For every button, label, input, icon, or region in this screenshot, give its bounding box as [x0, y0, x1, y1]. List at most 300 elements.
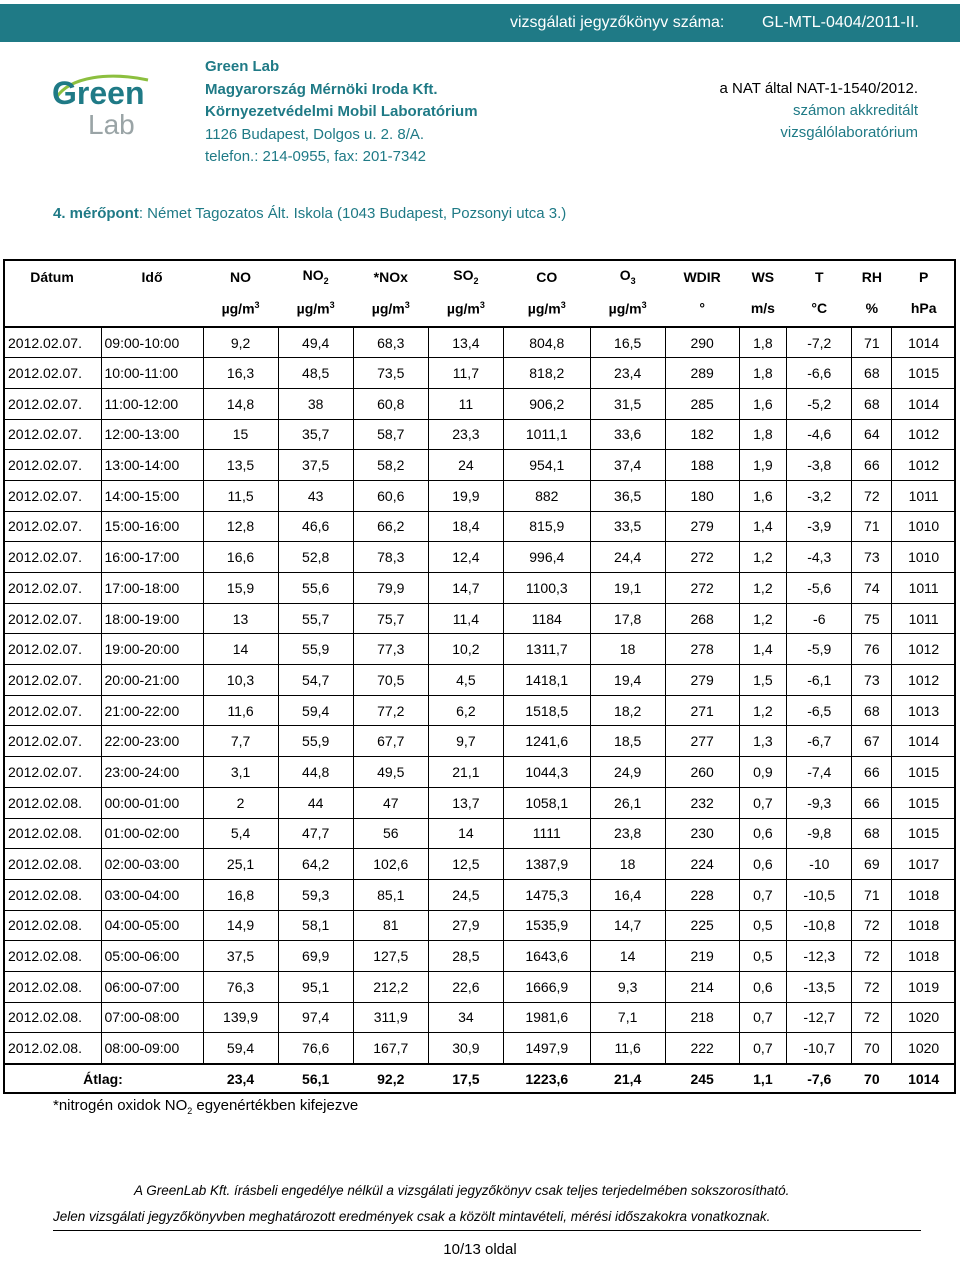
table-cell: -3,9: [787, 511, 852, 542]
table-cell: 14: [203, 634, 278, 665]
average-cell: 70: [852, 1064, 892, 1094]
table-cell: -6,5: [787, 695, 852, 726]
table-cell: 24,4: [590, 542, 665, 573]
average-cell: 1,1: [739, 1064, 787, 1094]
table-cell: 48,5: [278, 358, 353, 389]
table-row: [3, 1033, 956, 1064]
table-cell: 5,4: [203, 818, 278, 849]
table-cell: 66: [852, 757, 892, 788]
average-cell: -7,6: [787, 1064, 852, 1094]
table-cell: 882: [503, 480, 590, 511]
table-cell: 1018: [892, 941, 956, 972]
company-name: Green Lab: [205, 58, 280, 75]
table-row: [3, 450, 956, 481]
table-row: [3, 787, 956, 818]
table-cell: 00:00-01:00: [101, 787, 203, 818]
table-cell: -10: [787, 849, 852, 880]
table-cell: 03:00-04:00: [101, 879, 203, 910]
table-cell: 1,8: [739, 327, 787, 358]
table-row: [3, 634, 956, 665]
table-cell: 58,7: [353, 419, 428, 450]
table-cell: -5,2: [787, 388, 852, 419]
table-cell: 76: [852, 634, 892, 665]
table-cell: 2012.02.08.: [3, 1002, 101, 1033]
table-cell: -10,5: [787, 879, 852, 910]
table-cell: 16,4: [590, 879, 665, 910]
table-cell: 1014: [892, 327, 956, 358]
table-cell: 59,4: [278, 695, 353, 726]
table-cell: 71: [852, 511, 892, 542]
table-cell: 79,9: [353, 573, 428, 604]
table-cell: -5,6: [787, 573, 852, 604]
table-cell: 55,6: [278, 573, 353, 604]
table-cell: 97,4: [278, 1002, 353, 1033]
table-cell: 54,7: [278, 665, 353, 696]
column-header: $SO_2$: [453, 267, 479, 286]
table-cell: 44: [278, 787, 353, 818]
table-cell: 37,5: [203, 941, 278, 972]
average-cell: 92,2: [353, 1064, 428, 1094]
table-cell: 27,9: [428, 910, 503, 941]
table-cell: 1018: [892, 879, 956, 910]
table-cell: 12,5: [428, 849, 503, 880]
table-cell: 3,1: [203, 757, 278, 788]
unit-header: m/s: [739, 290, 787, 327]
table-cell: 75: [852, 603, 892, 634]
table-cell: 279: [665, 511, 739, 542]
column-header: $NO_2$: [302, 267, 329, 286]
table-cell: 18: [590, 634, 665, 665]
table-cell: 24,5: [428, 879, 503, 910]
table-cell: 11,7: [428, 358, 503, 389]
table-cell: 9,3: [590, 971, 665, 1002]
average-cell: 23,4: [203, 1064, 278, 1094]
unit-header: %: [852, 290, 892, 327]
table-cell: 1015: [892, 818, 956, 849]
table-cell: 1011: [892, 573, 956, 604]
table-cell: 68: [852, 388, 892, 419]
table-cell: 64,2: [278, 849, 353, 880]
table-cell: 1418,1: [503, 665, 590, 696]
table-cell: 25,1: [203, 849, 278, 880]
table-cell: 1518,5: [503, 695, 590, 726]
average-cell: 56,1: [278, 1064, 353, 1094]
table-cell: 06:00-07:00: [101, 971, 203, 1002]
table-cell: 18,4: [428, 511, 503, 542]
unit-header: °: [665, 290, 739, 327]
column-header: Idő: [141, 268, 163, 285]
table-cell: 188: [665, 450, 739, 481]
table-cell: 26,1: [590, 787, 665, 818]
table-cell: 15,9: [203, 573, 278, 604]
table-row: [3, 327, 956, 358]
table-cell: 1,8: [739, 419, 787, 450]
table-cell: 11,4: [428, 603, 503, 634]
table-cell: 230: [665, 818, 739, 849]
table-cell: 222: [665, 1033, 739, 1064]
table-cell: 6,2: [428, 695, 503, 726]
table-cell: 23,4: [590, 358, 665, 389]
table-cell: 277: [665, 726, 739, 757]
table-cell: 2012.02.07.: [3, 511, 101, 542]
column-header: NO: [230, 268, 252, 285]
table-cell: 1012: [892, 634, 956, 665]
table-cell: 1,4: [739, 634, 787, 665]
table-cell: 55,9: [278, 634, 353, 665]
table-cell: -10,7: [787, 1033, 852, 1064]
measurement-location: [53, 205, 566, 222]
table-row: [3, 573, 956, 604]
table-cell: 311,9: [353, 1002, 428, 1033]
table-cell: 1,2: [739, 542, 787, 573]
table-cell: 214: [665, 971, 739, 1002]
table-cell: 0,6: [739, 849, 787, 880]
table-cell: 219: [665, 941, 739, 972]
table-cell: 43: [278, 480, 353, 511]
table-cell: 21:00-22:00: [101, 695, 203, 726]
table-cell: 1535,9: [503, 910, 590, 941]
table-cell: 290: [665, 327, 739, 358]
accreditation-line-1: a NAT által NAT-1-1540/2012.: [719, 80, 918, 97]
table-cell: 2012.02.07.: [3, 757, 101, 788]
table-cell: 02:00-03:00: [101, 849, 203, 880]
table-cell: 19:00-20:00: [101, 634, 203, 665]
table-cell: 268: [665, 603, 739, 634]
company-name-2: Magyarország Mérnöki Iroda Kft.: [205, 80, 438, 98]
table-cell: 37,4: [590, 450, 665, 481]
table-cell: 1,9: [739, 450, 787, 481]
table-cell: 1,3: [739, 726, 787, 757]
table-cell: 73: [852, 665, 892, 696]
table-cell: 7,1: [590, 1002, 665, 1033]
unit-header: $\mu g/m^3$: [278, 290, 353, 327]
table-cell: 10:00-11:00: [101, 358, 203, 389]
table-cell: 1100,3: [503, 573, 590, 604]
table-cell: 0,7: [739, 879, 787, 910]
table-cell: 16:00-17:00: [101, 542, 203, 573]
table-cell: 10,3: [203, 665, 278, 696]
table-row: [3, 695, 956, 726]
column-header: WS: [751, 268, 775, 285]
table-cell: 1,6: [739, 388, 787, 419]
table-cell: 36,5: [590, 480, 665, 511]
table-cell: 2012.02.07.: [3, 480, 101, 511]
table-cell: 0,9: [739, 757, 787, 788]
table-row: [3, 511, 956, 542]
table-cell: 13: [203, 603, 278, 634]
table-cell: 0,5: [739, 941, 787, 972]
table-cell: 23,3: [428, 419, 503, 450]
table-cell: 47: [353, 787, 428, 818]
average-label: Átlag:: [3, 1064, 203, 1094]
table-cell: 19,1: [590, 573, 665, 604]
unit-header: $\mu g/m^3$: [353, 290, 428, 327]
table-cell: 2012.02.07.: [3, 726, 101, 757]
table-row: [3, 879, 956, 910]
table-cell: 2012.02.07.: [3, 450, 101, 481]
table-cell: 271: [665, 695, 739, 726]
table-cell: -9,8: [787, 818, 852, 849]
table-cell: 13,4: [428, 327, 503, 358]
table-cell: 2012.02.08.: [3, 971, 101, 1002]
table-cell: 11: [428, 388, 503, 419]
table-cell: 12,8: [203, 511, 278, 542]
average-cell: 1223,6: [503, 1064, 590, 1094]
table-cell: -9,3: [787, 787, 852, 818]
table-cell: 2012.02.07.: [3, 388, 101, 419]
measurement-table: [3, 259, 956, 1094]
table-cell: 14,9: [203, 910, 278, 941]
table-cell: 60,6: [353, 480, 428, 511]
table-cell: 68: [852, 818, 892, 849]
table-cell: 56: [353, 818, 428, 849]
table-cell: 24,9: [590, 757, 665, 788]
table-row: [3, 542, 956, 573]
page-number: 10/13 oldal: [443, 1241, 517, 1258]
table-cell: 2012.02.07.: [3, 603, 101, 634]
company-address: [205, 56, 478, 169]
table-cell: 23,8: [590, 818, 665, 849]
table-cell: -12,7: [787, 1002, 852, 1033]
table-row: [3, 726, 956, 757]
footer-disclaimer: Jelen vizsgálati jegyzőkönyvben meghatározott eredmények csak a közölt mintavételi, mérési időszakokra vonatkoznak.: [53, 1209, 771, 1224]
column-header: P: [918, 268, 929, 285]
table-cell: 1387,9: [503, 849, 590, 880]
table-row: [3, 480, 956, 511]
table-cell: -6,7: [787, 726, 852, 757]
table-cell: 78,3: [353, 542, 428, 573]
column-header: T: [815, 268, 824, 285]
table-cell: 07:00-08:00: [101, 1002, 203, 1033]
table-cell: 67,7: [353, 726, 428, 757]
average-cell: 17,5: [428, 1064, 503, 1094]
location-prefix: 4. mérőpont: [53, 205, 139, 222]
table-cell: 1012: [892, 665, 956, 696]
table-cell: 01:00-02:00: [101, 818, 203, 849]
table-unit-row: [3, 290, 956, 327]
table-cell: 11,6: [203, 695, 278, 726]
table-cell: 28,5: [428, 941, 503, 972]
table-cell: 05:00-06:00: [101, 941, 203, 972]
table-row: [3, 1002, 956, 1033]
table-row: [3, 419, 956, 450]
unit-header: [3, 290, 101, 327]
table-cell: 14: [590, 941, 665, 972]
footer-rule: [53, 1230, 921, 1231]
table-cell: 33,5: [590, 511, 665, 542]
table-cell: 212,2: [353, 971, 428, 1002]
column-header: CO: [536, 268, 558, 285]
table-cell: 2012.02.08.: [3, 1033, 101, 1064]
table-cell: 69: [852, 849, 892, 880]
table-cell: 815,9: [503, 511, 590, 542]
table-row: [3, 388, 956, 419]
table-cell: 1014: [892, 388, 956, 419]
footnote: *nitrogén oxidok $NO_2$ egyenértékben kifejezve: [53, 1097, 359, 1116]
table-cell: 14: [428, 818, 503, 849]
table-cell: 30,9: [428, 1033, 503, 1064]
unit-header: $\mu g/m^3$: [428, 290, 503, 327]
table-cell: 1020: [892, 1033, 956, 1064]
doc-number: GL-MTL-0404/2011-II.: [762, 14, 920, 31]
table-cell: -4,6: [787, 419, 852, 450]
table-cell: 59,3: [278, 879, 353, 910]
table-row: [3, 603, 956, 634]
table-cell: -7,4: [787, 757, 852, 788]
table-cell: 2012.02.08.: [3, 910, 101, 941]
table-cell: 224: [665, 849, 739, 880]
table-cell: 1,5: [739, 665, 787, 696]
table-cell: 11:00-12:00: [101, 388, 203, 419]
svg-text:Green: Green: [52, 75, 145, 111]
table-cell: 66: [852, 450, 892, 481]
unit-header: °C: [787, 290, 852, 327]
table-cell: 2012.02.07.: [3, 358, 101, 389]
table-cell: 74: [852, 573, 892, 604]
table-cell: 72: [852, 910, 892, 941]
table-cell: 906,2: [503, 388, 590, 419]
table-cell: 16,6: [203, 542, 278, 573]
table-cell: 44,8: [278, 757, 353, 788]
table-cell: 218: [665, 1002, 739, 1033]
table-cell: 1015: [892, 787, 956, 818]
table-cell: 996,4: [503, 542, 590, 573]
table-cell: 16,5: [590, 327, 665, 358]
table-cell: 102,6: [353, 849, 428, 880]
table-cell: 75,7: [353, 603, 428, 634]
table-cell: 1011: [892, 603, 956, 634]
average-cell: 21,4: [590, 1064, 665, 1094]
table-header-row: [3, 259, 956, 290]
table-row: [3, 665, 956, 696]
table-cell: 9,2: [203, 327, 278, 358]
table-cell: 23:00-24:00: [101, 757, 203, 788]
table-cell: 2012.02.08.: [3, 879, 101, 910]
column-header: RH: [861, 268, 882, 285]
table-cell: 225: [665, 910, 739, 941]
table-cell: 2012.02.07.: [3, 634, 101, 665]
table-cell: -6,1: [787, 665, 852, 696]
table-cell: 72: [852, 941, 892, 972]
column-header: *NOx: [373, 268, 408, 285]
table-cell: 2012.02.07.: [3, 573, 101, 604]
unit-header: $\mu g/m^3$: [503, 290, 590, 327]
table-cell: 14:00-15:00: [101, 480, 203, 511]
table-cell: -3,8: [787, 450, 852, 481]
table-cell: 47,7: [278, 818, 353, 849]
table-cell: 2012.02.08.: [3, 849, 101, 880]
table-cell: 72: [852, 480, 892, 511]
table-cell: 20:00-21:00: [101, 665, 203, 696]
unit-header: [101, 290, 203, 327]
unit-header: hPa: [892, 290, 956, 327]
table-cell: 2012.02.07.: [3, 665, 101, 696]
table-cell: 73: [852, 542, 892, 573]
table-cell: 1497,9: [503, 1033, 590, 1064]
table-cell: 0,6: [739, 971, 787, 1002]
table-cell: -10,8: [787, 910, 852, 941]
table-body: [3, 327, 956, 1064]
table-cell: 1,2: [739, 695, 787, 726]
table-cell: 33,6: [590, 419, 665, 450]
table-cell: 2012.02.07.: [3, 542, 101, 573]
company-phone: telefon.: 214-0955, fax: 201-7342: [205, 148, 427, 165]
table-cell: 17:00-18:00: [101, 573, 203, 604]
table-cell: 1015: [892, 358, 956, 389]
table-cell: 71: [852, 327, 892, 358]
table-cell: 2012.02.08.: [3, 787, 101, 818]
table-cell: 4,5: [428, 665, 503, 696]
table-cell: 34: [428, 1002, 503, 1033]
table-cell: 95,1: [278, 971, 353, 1002]
table-cell: 10,2: [428, 634, 503, 665]
table-row: [3, 971, 956, 1002]
table-cell: 1,2: [739, 573, 787, 604]
table-cell: 16,8: [203, 879, 278, 910]
unit-header: $\mu g/m^3$: [590, 290, 665, 327]
table-cell: 19,4: [590, 665, 665, 696]
table-cell: -5,9: [787, 634, 852, 665]
table-cell: 1311,7: [503, 634, 590, 665]
table-cell: -7,2: [787, 327, 852, 358]
doc-number-label: vizsgálati jegyzőkönyv száma:: [510, 14, 725, 31]
table-cell: 0,7: [739, 787, 787, 818]
svg-text:Lab: Lab: [88, 109, 135, 138]
table-cell: 64: [852, 419, 892, 450]
table-cell: 60,8: [353, 388, 428, 419]
table-row: [3, 757, 956, 788]
table-cell: 52,8: [278, 542, 353, 573]
table-cell: 13,5: [203, 450, 278, 481]
table-cell: 2012.02.07.: [3, 695, 101, 726]
table-cell: 1010: [892, 542, 956, 573]
table-cell: 804,8: [503, 327, 590, 358]
table-cell: 81: [353, 910, 428, 941]
table-cell: 68,3: [353, 327, 428, 358]
table-cell: 21,1: [428, 757, 503, 788]
table-cell: 71: [852, 879, 892, 910]
table-cell: 127,5: [353, 941, 428, 972]
column-header: $O_3$: [619, 267, 636, 286]
table-cell: 55,7: [278, 603, 353, 634]
table-cell: 1241,6: [503, 726, 590, 757]
table-cell: 38: [278, 388, 353, 419]
table-cell: 232: [665, 787, 739, 818]
table-cell: 228: [665, 879, 739, 910]
table-cell: 69,9: [278, 941, 353, 972]
table-cell: 77,3: [353, 634, 428, 665]
table-cell: 11,6: [590, 1033, 665, 1064]
average-cell: 245: [665, 1064, 739, 1094]
table-cell: 67: [852, 726, 892, 757]
table-cell: 9,7: [428, 726, 503, 757]
table-row: [3, 941, 956, 972]
table-cell: 72: [852, 1002, 892, 1033]
table-cell: 1013: [892, 695, 956, 726]
table-cell: 76,6: [278, 1033, 353, 1064]
table-cell: 1,6: [739, 480, 787, 511]
table-cell: 1020: [892, 1002, 956, 1033]
table-row: [3, 910, 956, 941]
table-cell: 0,6: [739, 818, 787, 849]
table-cell: 2: [203, 787, 278, 818]
table-cell: 289: [665, 358, 739, 389]
table-cell: 278: [665, 634, 739, 665]
table-cell: 14,7: [428, 573, 503, 604]
table-cell: 49,5: [353, 757, 428, 788]
table-cell: 76,3: [203, 971, 278, 1002]
header-bar: [0, 4, 960, 42]
